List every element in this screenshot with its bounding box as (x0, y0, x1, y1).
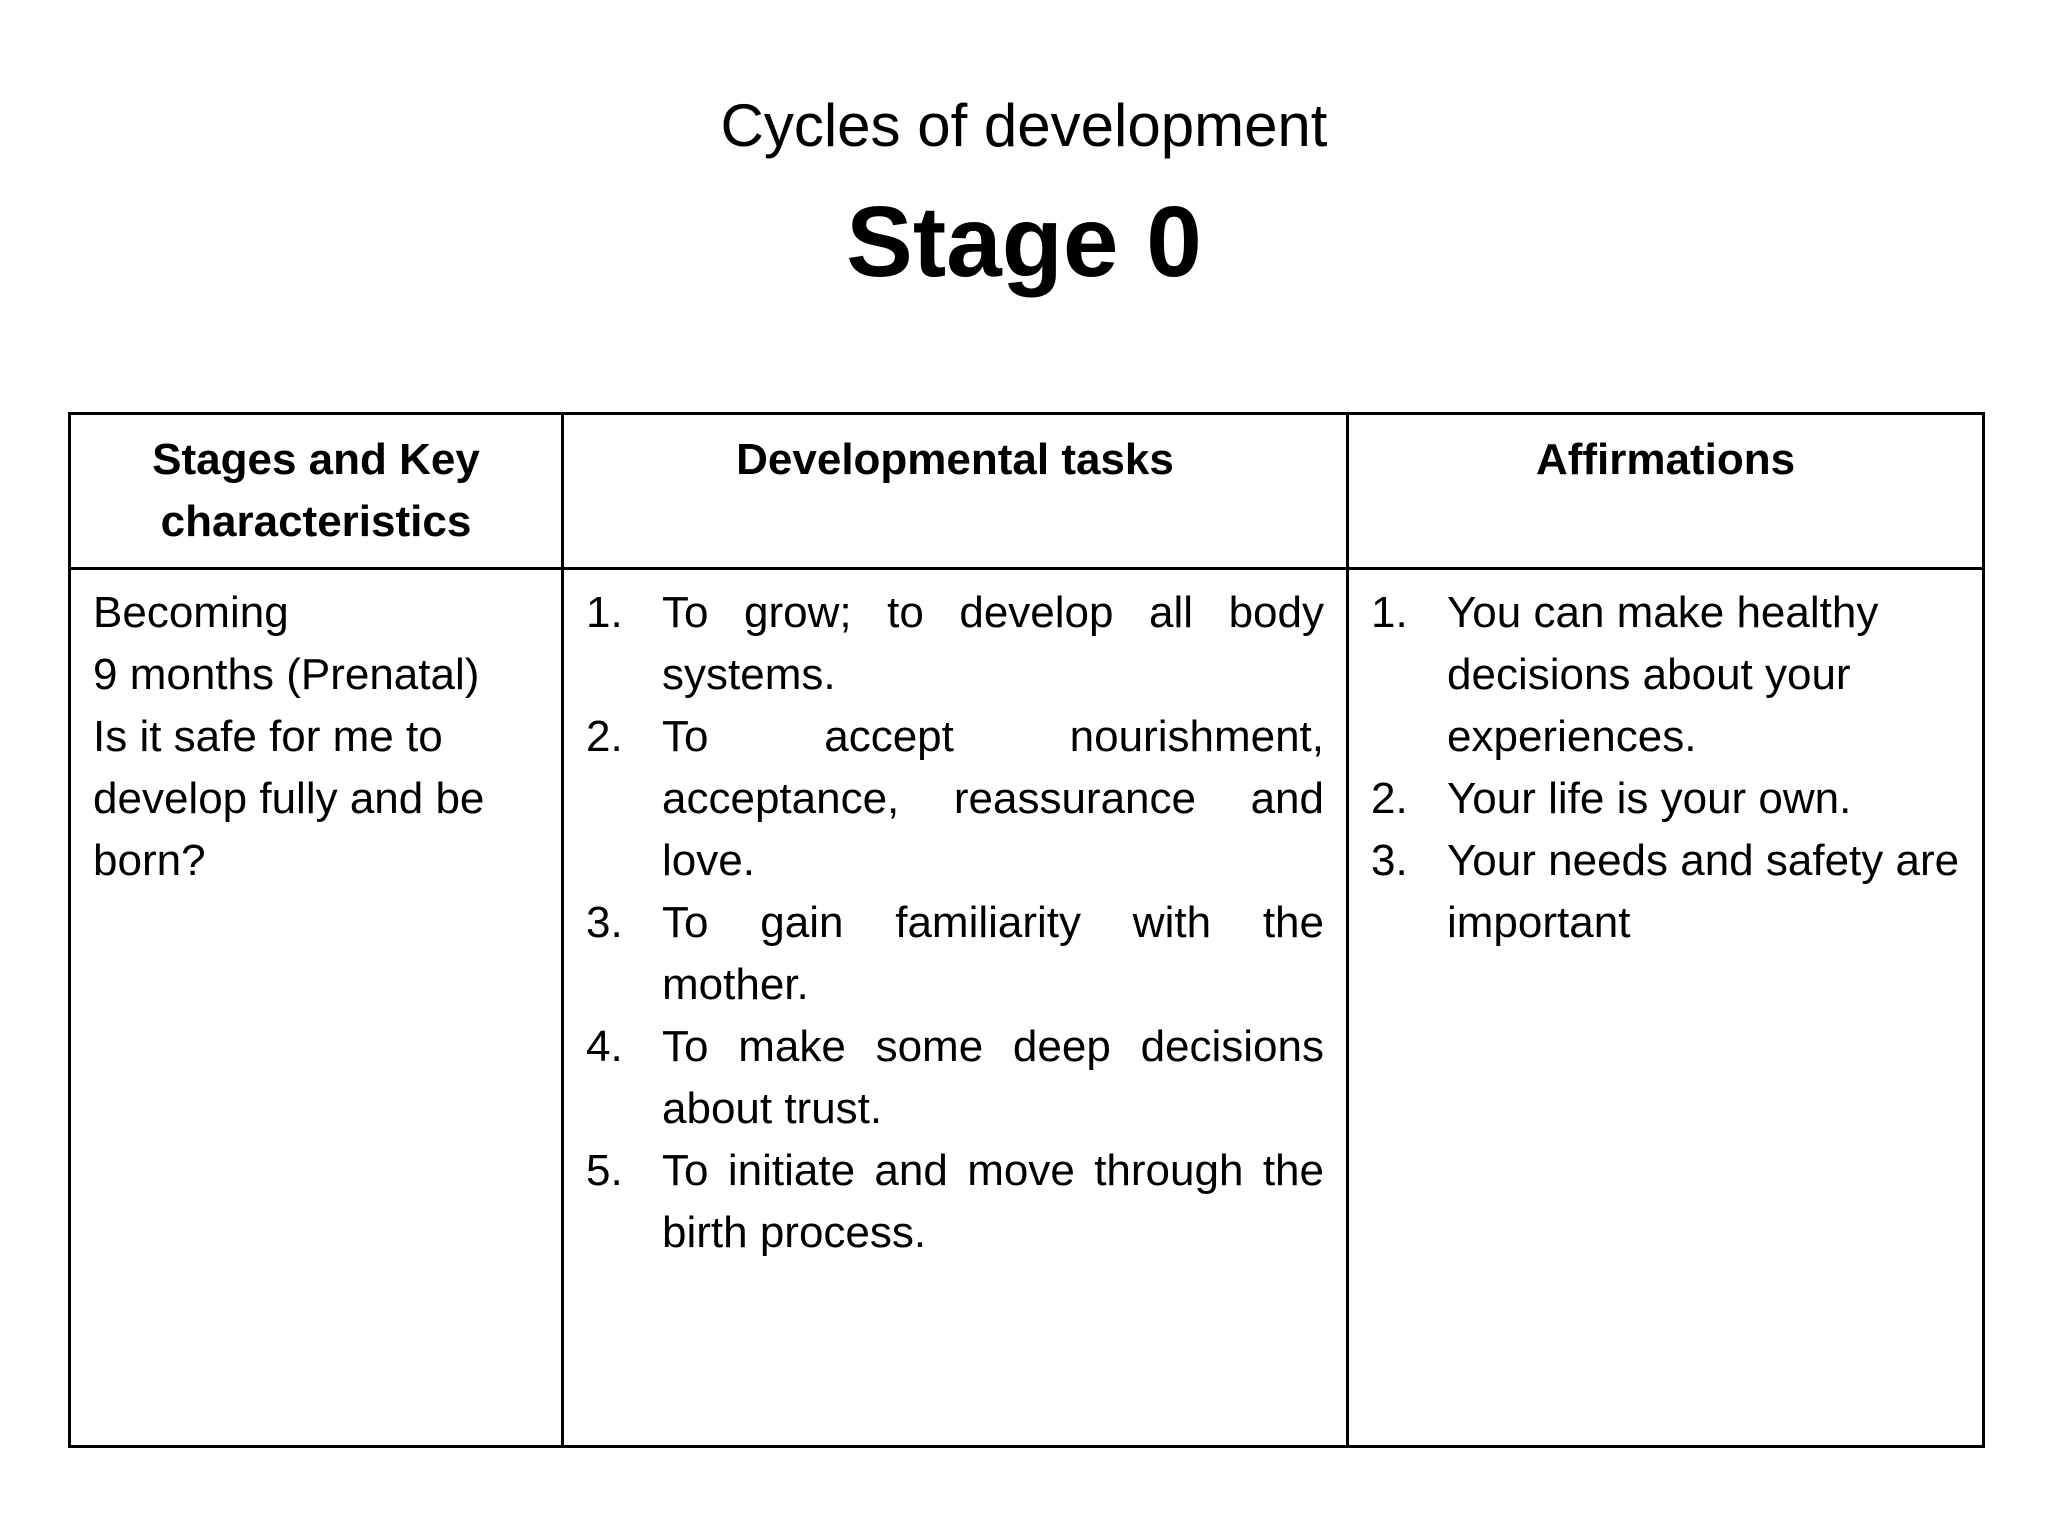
task-text: To gain familiarity with the mother. (662, 898, 1324, 1009)
list-number: 4. (586, 1022, 623, 1071)
list-number: 2. (586, 712, 623, 761)
column-header-tasks: Developmental tasks (563, 414, 1348, 569)
task-text: To grow; to develop all body systems. (662, 588, 1324, 699)
list-number: 1. (1371, 588, 1408, 637)
tasks-cell (563, 569, 1348, 1447)
list-number: 1. (586, 588, 623, 637)
list-item (1371, 768, 1960, 830)
list-item (1371, 582, 1960, 768)
table-row (70, 569, 1984, 1447)
task-text: To accept nourishment, acceptance, reassurance and love. (662, 712, 1324, 885)
affirmations-cell (1348, 569, 1984, 1447)
list-number: 5. (586, 1146, 623, 1195)
list-number: 2. (1371, 774, 1408, 823)
page-title: Stage 0 (846, 186, 1202, 298)
list-item (586, 1140, 1324, 1264)
table-header-row (70, 414, 1984, 569)
affirmation-text: Your life is your own. (1447, 774, 1852, 823)
affirmation-text: You can make healthy decisions about your experiences. (1447, 588, 1879, 761)
list-item (1371, 830, 1960, 954)
stage-cell (70, 569, 563, 1447)
page-subtitle: Cycles of development (720, 92, 1328, 159)
list-number: 3. (586, 898, 623, 947)
column-header-stages: Stages and Key characteristics (70, 414, 563, 569)
development-table (68, 412, 1985, 1448)
list-item (586, 706, 1324, 892)
stage-age: 9 months (Prenatal) (93, 650, 480, 699)
list-item (586, 582, 1324, 706)
affirmations-list (1371, 582, 1960, 954)
stage-question-line: born? (93, 836, 206, 885)
affirmation-text: Your needs and safety are important (1447, 836, 1960, 947)
list-item (586, 1016, 1324, 1140)
stage-question-line: Is it safe for me to (93, 712, 443, 761)
stage-question-line: develop fully and be (93, 774, 485, 823)
stage-name: Becoming (93, 588, 289, 637)
list-item (586, 892, 1324, 1016)
task-text: To make some deep decisions about trust. (662, 1022, 1324, 1133)
tasks-list (586, 582, 1324, 1264)
task-text: To initiate and move through the birth process. (662, 1146, 1324, 1257)
list-number: 3. (1371, 836, 1408, 885)
column-header-affirmations: Affirmations (1348, 414, 1984, 569)
